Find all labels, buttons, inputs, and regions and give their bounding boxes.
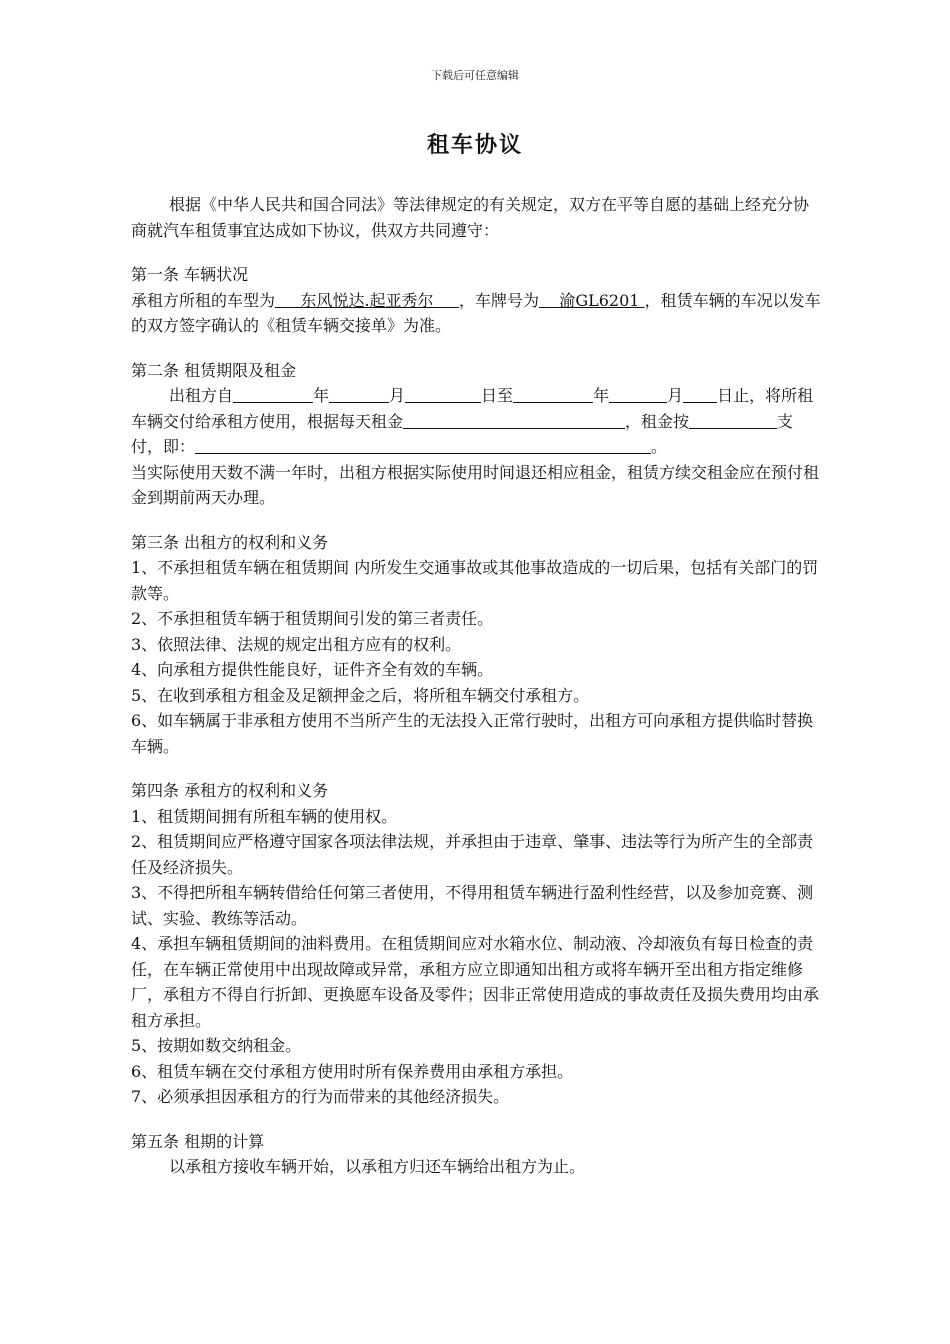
article-1-text-c: ，租赁车辆的车况以发车的双方签字确认的《租赁车辆交接单》为准。 (131, 290, 821, 335)
end-year-blank[interactable] (513, 384, 593, 403)
payment-method-blank[interactable] (689, 410, 777, 429)
list-item: 4、向承租方提供性能良好，证件齐全有效的车辆。 (131, 660, 494, 679)
start-day-blank[interactable] (405, 384, 481, 403)
article-2-remainder: 当实际使用天数不满一年时，出租方根据实际使用时间退还相应租金，租赁方续交租金应在预付租金到期前两天办理。 (131, 462, 820, 507)
article-1-heading: 第一条 车辆状况 (131, 265, 249, 284)
article-1-text (131, 288, 821, 339)
daily-rent-blank[interactable] (403, 410, 625, 429)
end-day-blank[interactable] (683, 384, 717, 403)
car-model-field: 东风悦达.起亚秀尔 (300, 290, 434, 310)
article-5 (131, 1129, 821, 1180)
list-item: 2、不承担租赁车辆于租赁期间引发的第三者责任。 (131, 609, 494, 628)
article-5-heading: 第五条 租期的计算 (131, 1131, 265, 1151)
start-month-blank[interactable] (329, 384, 389, 403)
article-1-text-b: ，车牌号为 (458, 290, 539, 310)
list-item: 7、必须承担因承租方的行为而带来的其他经济损失。 (131, 1087, 510, 1106)
list-item: 1、不承担租赁车辆在租赁期间 内所发生交通事故或其他事故造成的一切后果，包括有关部门的罚款等。 (131, 558, 819, 603)
article-2-text: 出租方自 年 月 日至 年 月 日止，将所租车辆交付给承租方使用，根据每天租金 ，租金按 支付，即： 。 (131, 386, 814, 456)
header-note: 下载后可任意编辑 (431, 69, 519, 82)
article-5-text: 以承租方接收车辆开始，以承租方归还车辆给出租方为止。 (169, 1157, 586, 1176)
preamble: 根据《中华人民共和国合同法》等法律规定的有关规定，双方在平等自愿的基础上经充分协商就汽车租赁事宜达成如下协议，供双方共同遵守： (131, 195, 810, 240)
start-year-blank[interactable] (233, 384, 313, 403)
list-item: 3、依照法律、法规的规定出租方应有的权利。 (131, 634, 462, 654)
article-4 (131, 778, 821, 1110)
list-item: 2、租赁期间应严格遵守国家各项法律法规，并承担由于违章、肇事、违法等行为所产生的全部责任及经济损失。 (131, 832, 814, 877)
payment-amount-blank[interactable] (195, 435, 651, 454)
document-body (131, 192, 821, 1180)
list-item: 5、在收到承租方租金及足额押金之后，将所租车辆交付承租方。 (131, 685, 590, 705)
article-3 (131, 530, 821, 760)
article-4-heading: 第四条 承租方的权利和义务 (131, 781, 329, 800)
document-title: 租车协议 (426, 133, 523, 158)
end-month-blank[interactable] (609, 384, 667, 403)
list-item: 1、租赁期间拥有所租车辆的使用权。 (131, 806, 398, 826)
article-2 (131, 358, 821, 511)
article-3-heading: 第三条 出租方的权利和义务 (131, 532, 329, 552)
list-item: 6、如车辆属于非承租方使用不当所产生的无法投入正常行驶时，出租方可向承租方提供临时替换车辆。 (131, 711, 814, 756)
article-1 (131, 262, 821, 339)
article-1-text-a: 承租方所租的车型为 (131, 290, 276, 310)
list-item: 6、租赁车辆在交付承租方使用时所有保养费用由承租方承担。 (131, 1061, 574, 1081)
list-item: 5、按期如数交纳租金。 (131, 1036, 302, 1055)
list-item: 3、不得把所租车辆转借给任何第三者使用，不得用租赁车辆进行盈利性经营，以及参加竞赛、测试、实验、教练等活动。 (131, 883, 814, 928)
list-item: 4、承担车辆租赁期间的油料费用。在租赁期间应对水箱水位、制动液、冷却液负有每日检查的责任，在车辆正常使用中出现故障或异常，承租方应立即通知出租方或将车辆开至出租方指定维修厂，承租方不得自行折卸、更换愿车设备及零件；因非正常使用造成的事故责任及损失费用均由承租方承担。 (131, 934, 820, 1030)
article-2-heading: 第二条 租赁期限及租金 (131, 360, 297, 380)
plate-number-field: 渝GL6201 (559, 290, 640, 310)
